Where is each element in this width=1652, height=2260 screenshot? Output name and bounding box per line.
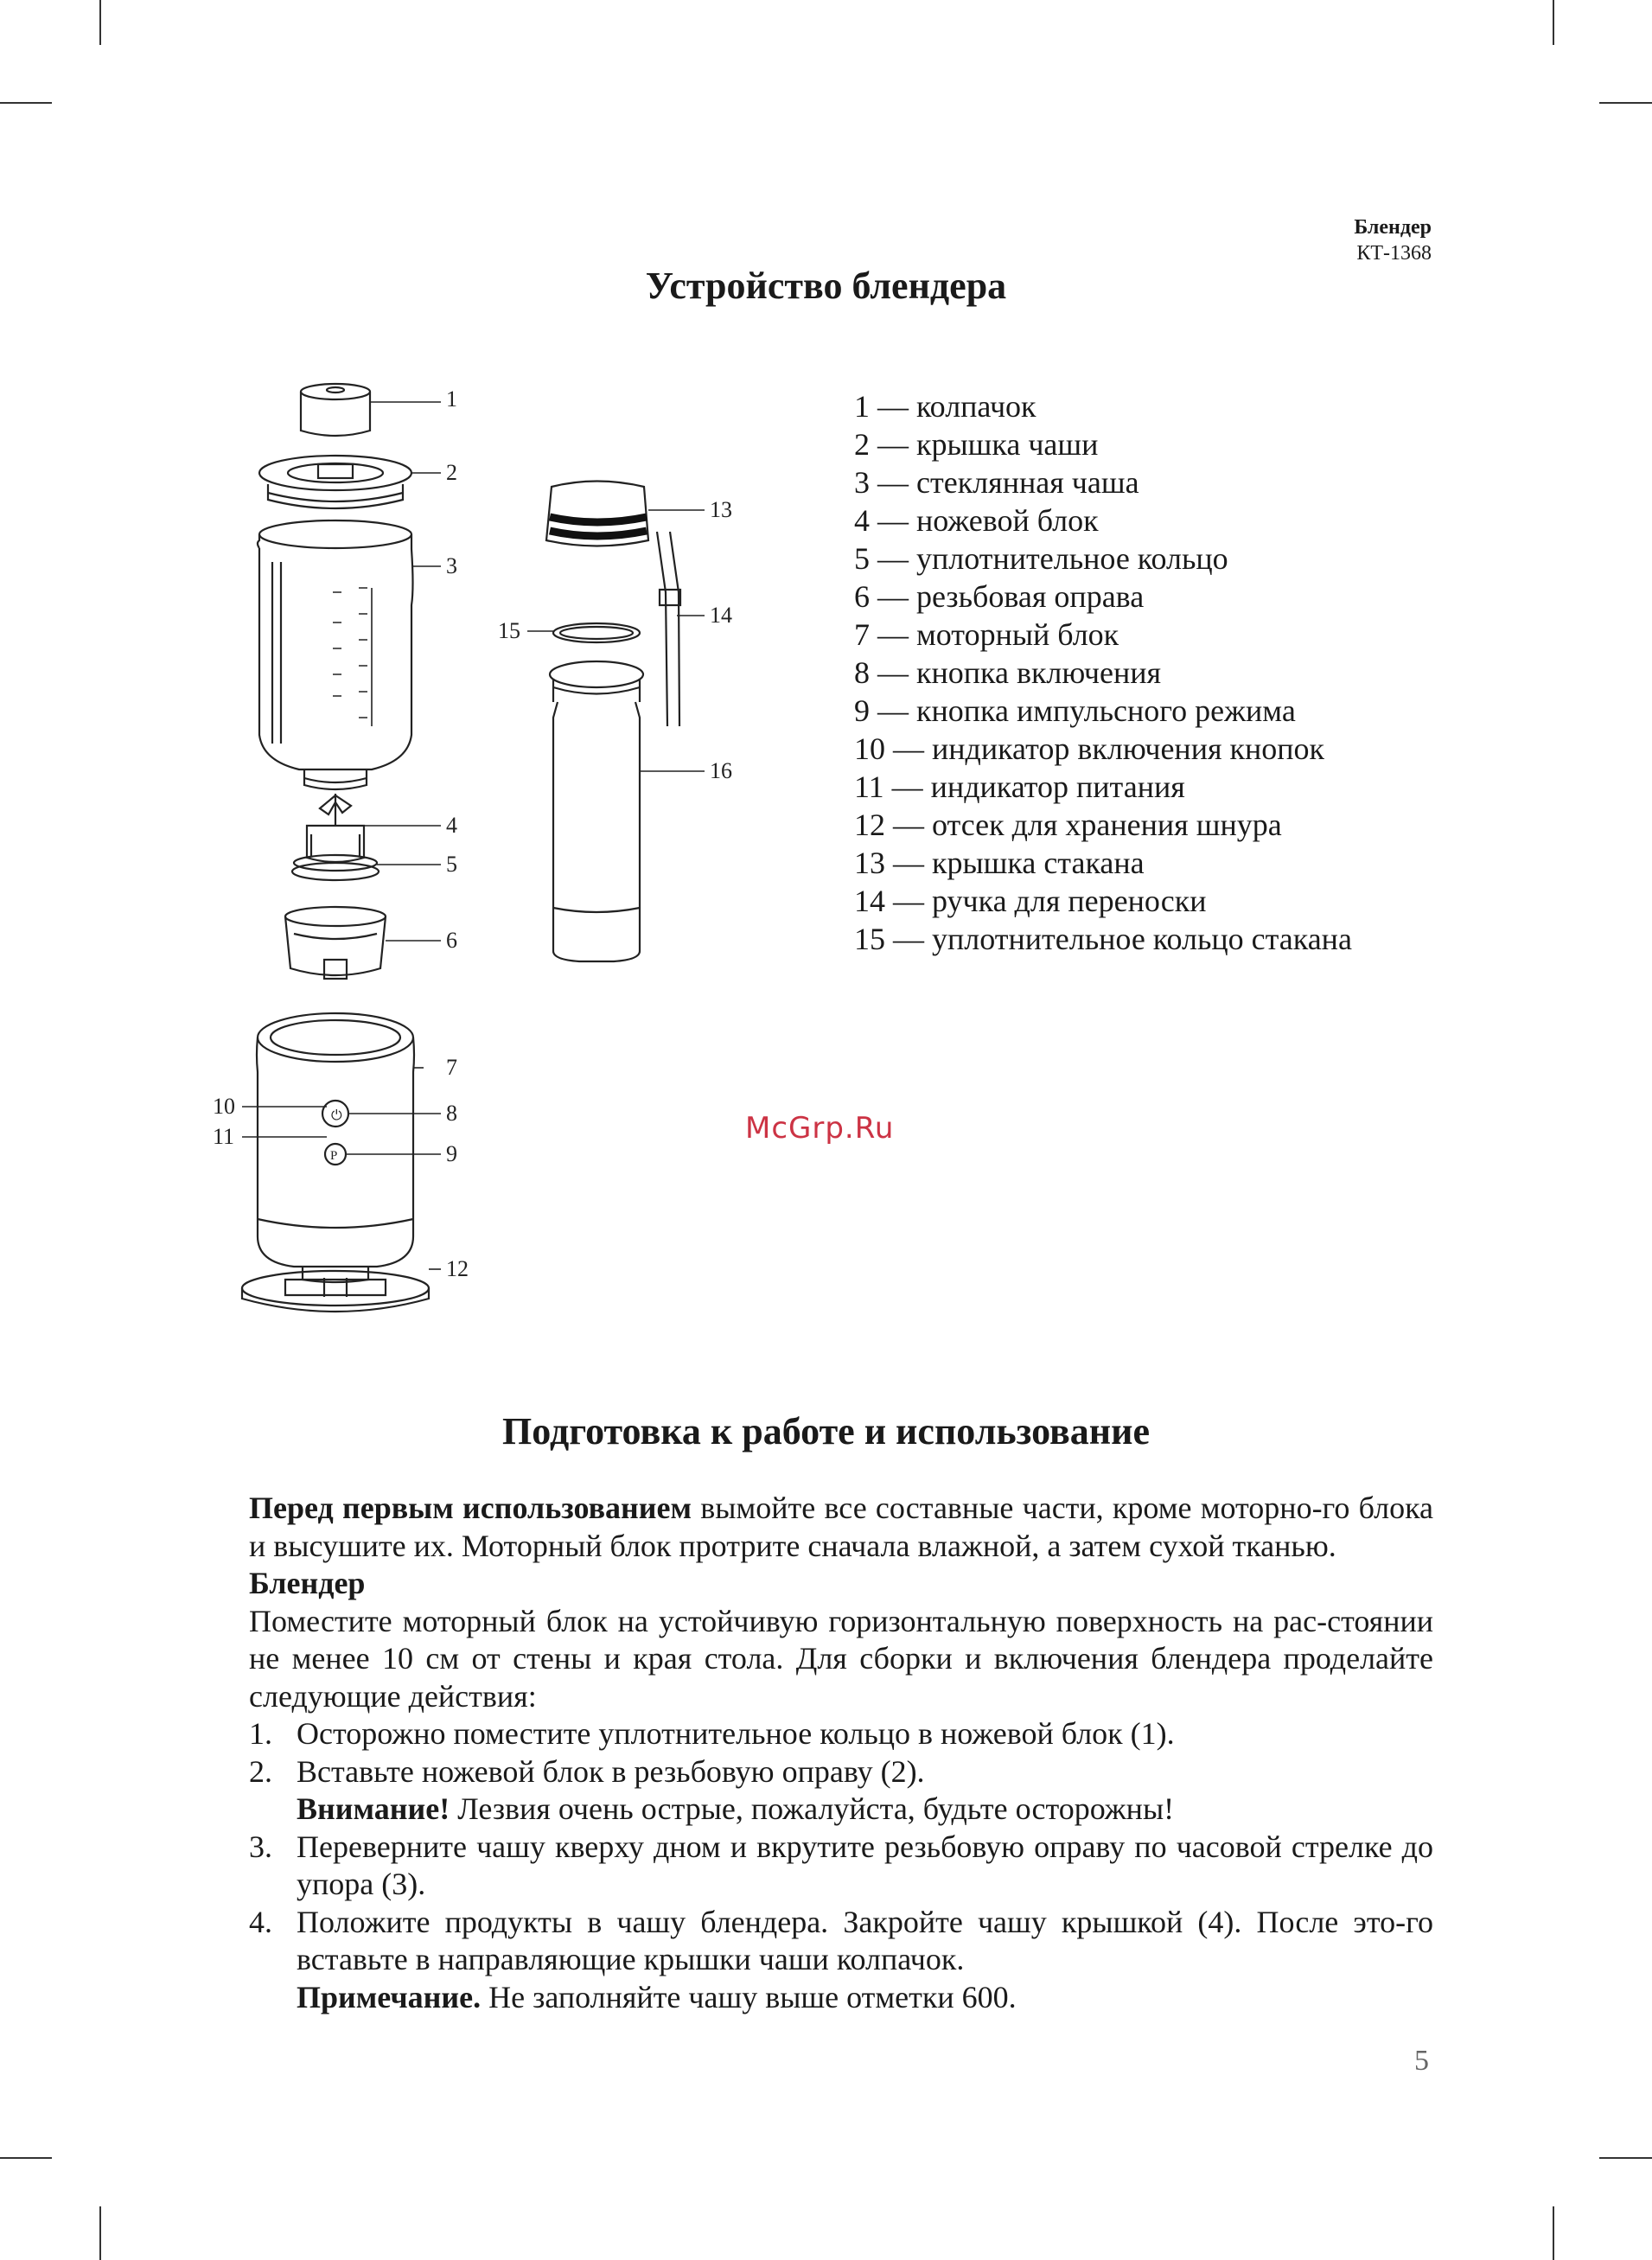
legend-item: 15 — уплотнительное кольцо стакана — [854, 922, 1352, 956]
callout-10: 10 — [213, 1094, 235, 1119]
part-glass-bowl — [258, 520, 413, 789]
callout-1: 1 — [446, 386, 457, 412]
usage-title: Подготовка к работе и использование — [502, 1410, 1150, 1452]
step-item — [249, 1753, 1433, 1829]
running-header — [1354, 214, 1432, 266]
part-blade-unit — [307, 794, 364, 862]
intro-text: вымойте все составные части, кроме моторно-го блока и высушите их. Моторный блок протрите сначала влажной, а затем сухой тканью. — [249, 1491, 1433, 1563]
intro-paragraph — [249, 1490, 1433, 1565]
step-item — [249, 1904, 1433, 2017]
callout-5: 5 — [446, 852, 457, 877]
blender-diagram — [173, 363, 778, 1331]
callout-16: 16 — [710, 758, 732, 783]
legend-item: 6 — резьбовая оправа — [854, 579, 1145, 614]
step-item — [249, 1829, 1433, 1904]
legend-item: 7 — моторный блок — [854, 617, 1119, 652]
part-cup-lid — [546, 482, 648, 546]
step-text: Вставьте ножевой блок в резьбовую оправу (2). — [297, 1753, 925, 1789]
legend-item: 10 — индикатор включения кнопок — [854, 731, 1325, 766]
part-cap — [301, 384, 370, 436]
step-text: Переверните чашу кверху дном и вкрутите резьбовую оправу по часовой стрелке до упора (3). — [297, 1829, 1433, 1901]
legend-item: 11 — индикатор питания — [854, 769, 1185, 804]
intro-bold: Перед первым использованием — [249, 1491, 692, 1525]
legend-item: 13 — крышка стакана — [854, 846, 1145, 880]
callout-11: 11 — [213, 1124, 235, 1149]
crop-mark — [0, 102, 52, 104]
callout-14: 14 — [710, 603, 732, 628]
warning-text: Лезвия очень острые, пожалуйста, будьте осторожны! — [450, 1791, 1175, 1826]
crop-mark — [1553, 0, 1554, 45]
callout-2: 2 — [446, 460, 457, 485]
usage-body — [249, 1490, 1433, 2016]
step-item — [249, 1715, 1433, 1753]
crop-mark — [1599, 2157, 1652, 2159]
legend-item: 8 — кнопка включения — [854, 655, 1162, 690]
callout-6: 6 — [446, 928, 457, 953]
crop-mark — [1599, 102, 1652, 104]
assembly-steps — [249, 1715, 1433, 2016]
step-text: Положите продукты в чашу блендера. Закройте чашу крышкой (4). После это-го вставьте в направляющие крышки чаши колпачок. — [297, 1904, 1433, 1976]
note-text: Не заполняйте чашу выше отметки 600. — [481, 1979, 1017, 2014]
callout-12: 12 — [446, 1256, 469, 1281]
part-seal-ring — [292, 855, 379, 880]
blender-paragraph: Поместите моторный блок на устойчивую горизонтальную поверхность на рас-стоянии не менее 10 см от стены и края стола. Для сборки и включения блендера проделайте следующие действия: — [249, 1603, 1433, 1714]
watermark-link[interactable]: McGrp.Ru — [745, 1111, 895, 1146]
legend-item: 12 — отсек для хранения шнура — [854, 808, 1282, 842]
part-threaded-collar — [285, 907, 386, 979]
callout-13: 13 — [710, 497, 732, 522]
note-label: Примечание. — [297, 1979, 482, 2014]
parts-legend — [854, 387, 1352, 958]
part-cup-bottle — [550, 661, 643, 961]
crop-mark — [1553, 2206, 1554, 2260]
step-number: 1. — [249, 1716, 272, 1751]
header-product: Блендер — [1354, 216, 1432, 239]
step-number: 2. — [249, 1753, 272, 1789]
legend-item: 14 — ручка для переноски — [854, 884, 1207, 918]
page-number: 5 — [1414, 2045, 1429, 2077]
crop-mark — [0, 2157, 52, 2159]
part-cord-storage — [242, 1271, 429, 1312]
callout-15: 15 — [498, 618, 520, 643]
warning-label: Внимание! — [297, 1791, 450, 1826]
step-number: 4. — [249, 1904, 272, 1939]
part-bowl-lid — [259, 456, 411, 508]
legend-item: 3 — стеклянная чаша — [854, 465, 1139, 500]
part-cup-seal-ring — [553, 623, 640, 642]
crop-mark — [99, 2206, 101, 2260]
step-text: Осторожно поместите уплотнительное кольцо в ножевой блок (1). — [297, 1716, 1175, 1751]
callout-8: 8 — [446, 1101, 457, 1126]
svg-text:⏻: ⏻ — [331, 1108, 342, 1123]
crop-mark — [99, 0, 101, 45]
callout-7: 7 — [446, 1055, 457, 1080]
device-title: Устройство блендера — [645, 265, 1007, 307]
callout-9: 9 — [446, 1141, 457, 1166]
part-cup-handle — [657, 532, 680, 726]
step-number: 3. — [249, 1829, 272, 1864]
part-motor-base — [257, 1013, 414, 1282]
legend-item: 2 — крышка чаши — [854, 427, 1099, 462]
legend-item: 1 — колпачок — [854, 389, 1036, 424]
svg-text:P: P — [330, 1149, 338, 1163]
legend-item: 9 — кнопка импульсного режима — [854, 693, 1296, 728]
blender-heading: Блендер — [249, 1566, 366, 1600]
legend-item: 5 — уплотнительное кольцо — [854, 541, 1228, 576]
header-model: КТ-1368 — [1356, 242, 1432, 265]
callout-4: 4 — [446, 813, 457, 838]
legend-item: 4 — ножевой блок — [854, 503, 1099, 538]
callout-3: 3 — [446, 553, 457, 578]
